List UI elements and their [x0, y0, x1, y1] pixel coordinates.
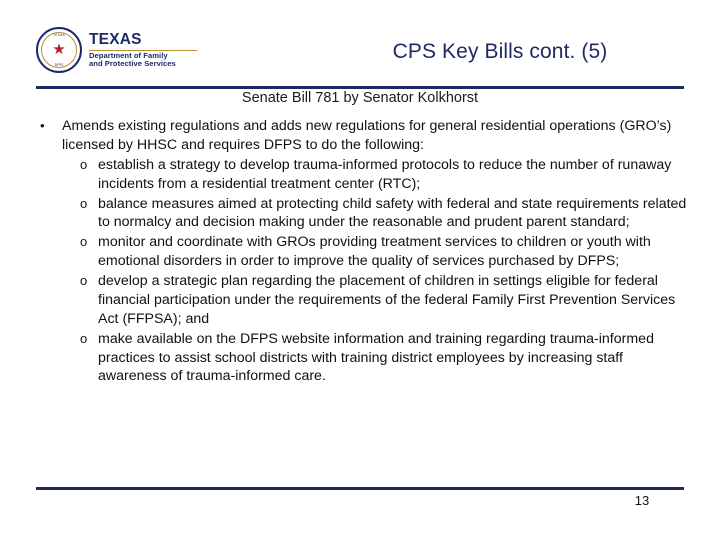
list-item [80, 233, 688, 271]
list-item-text: monitor and coordinate with GROs providing treatment services to children or youth with emotional disorders in order to improve the quality of services purchased by DFPS; [98, 234, 651, 270]
logo-text [89, 32, 197, 68]
sub-bullet-marker: o [80, 234, 88, 250]
logo-department-line1: Department of Family [89, 51, 168, 61]
page-title: CPS Key Bills cont. (5) [392, 40, 608, 63]
list-item-text: establish a strategy to develop trauma-informed protocols to reduce the number of runaway incidents from a residential treatment center (RTC); [98, 156, 672, 192]
texas-seal-icon [36, 27, 82, 73]
sub-bullet-marker: o [80, 156, 88, 172]
seal-bottom-text: DFPS [54, 63, 64, 67]
sub-list [36, 156, 688, 387]
list-item [80, 272, 688, 329]
list-item-text: develop a strategic plan regarding the placement of children in settings eligible for federal financial participation under the requirements of the federal Family First Prevention Services Act (FFPSA); and [98, 273, 676, 327]
sub-bullet-marker: o [80, 273, 88, 288]
body-content [36, 117, 688, 386]
subtitle: Senate Bill 781 by Senator Kolkhorst [241, 90, 479, 106]
divider-top [36, 86, 684, 89]
bullet-marker: • [40, 118, 45, 133]
dfps-logo [36, 24, 211, 76]
list-item [80, 156, 688, 194]
list-item [80, 195, 688, 233]
list-item-text: Amends existing regulations and adds new regulations for general residential operations (GRO’s) licensed by HHSC and requires DFPS to do the following: [62, 118, 672, 153]
list-item [80, 330, 688, 387]
list-item-text: balance measures aimed at protecting child safety with federal and state requirements related to normalcy and decision making under the reasonable and prudent parent standard; [98, 195, 687, 231]
sub-bullet-marker: o [80, 330, 88, 346]
logo-department-line2: and Protective Services [89, 59, 176, 69]
list-item [36, 117, 688, 155]
list-item-text: make available on the DFPS website information and training regarding trauma-informed practices to assist school districts with training district employees by increasing staff awareness of trauma-informed care. [98, 330, 654, 385]
logo-texas-word: TEXAS [89, 30, 142, 48]
seal-top-text: TEXAS [52, 33, 66, 37]
page-number: 13 [634, 493, 650, 508]
sub-bullet-marker: o [80, 195, 88, 211]
star-icon: ★ [52, 41, 66, 59]
divider-bottom [36, 487, 684, 490]
